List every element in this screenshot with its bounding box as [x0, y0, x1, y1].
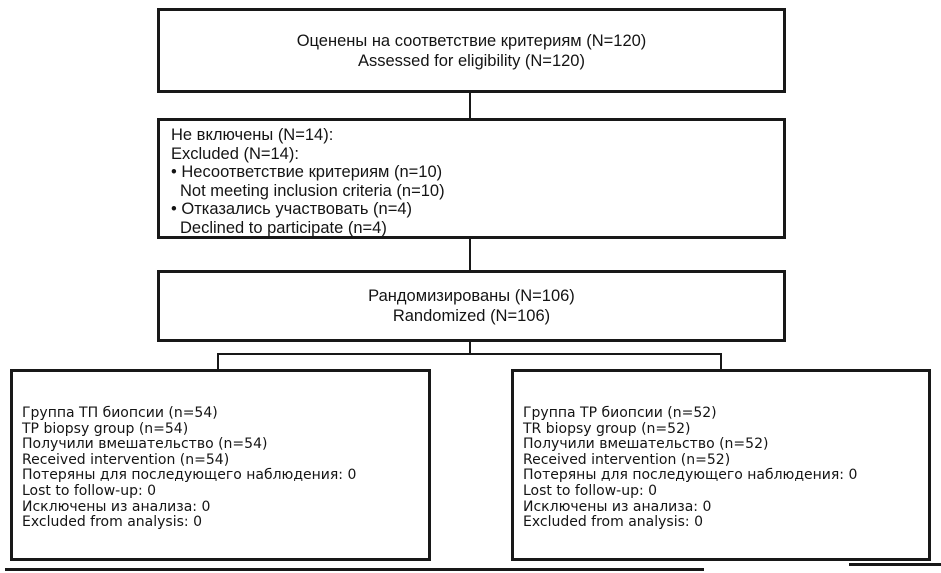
tr-group-en: TR biopsy group (n=52) — [523, 420, 691, 437]
tp-group-box — [10, 369, 431, 561]
randomized-box — [157, 270, 786, 342]
randomized-text-en: Randomized (N=106) — [392, 307, 551, 325]
tr-excluded-ru: Исключены из анализа: 0 — [523, 498, 712, 515]
tr-lost-ru: Потеряны для последующего наблюдения: 0 — [523, 467, 858, 484]
tp-group-ru: Группа ТП биопсии (n=54) — [22, 405, 218, 421]
tp-excluded-ru: Исключены из анализа: 0 — [22, 498, 211, 515]
tr-group-box — [511, 369, 931, 561]
cropped-bottom-line-right — [849, 563, 941, 566]
tr-lost-en: Lost to follow-up: 0 — [523, 482, 658, 499]
connector-branch-left-drop — [217, 353, 219, 370]
tr-group-ru: Группа ТР биопсии (n=52) — [523, 405, 717, 421]
excluded-reason2-en: Declined to participate (n=4) — [180, 218, 387, 237]
connector-excluded-to-randomized — [469, 238, 471, 271]
tr-excluded-en: Excluded from analysis: 0 — [523, 514, 703, 531]
excluded-reason1-ru: • Несоответствие критериям (n=10) — [171, 163, 443, 181]
connector-branch-bar — [217, 353, 722, 355]
tp-intervention-en: Received intervention (n=54) — [22, 451, 230, 468]
excluded-heading-en: Excluded (N=14): — [171, 144, 299, 163]
excluded-reason1-en: Not meeting inclusion criteria (n=10) — [180, 181, 445, 200]
tr-intervention-en: Received intervention (n=52) — [523, 451, 731, 468]
tp-intervention-ru: Получили вмешательство (n=54) — [22, 436, 268, 453]
eligibility-text-ru: Оценены на соответствие критериям (N=120) — [296, 31, 647, 50]
connector-eligibility-to-excluded — [469, 92, 471, 119]
tp-excluded-en: Excluded from analysis: 0 — [22, 514, 202, 531]
tp-lost-ru: Потеряны для последующего наблюдения: 0 — [22, 467, 357, 484]
tr-intervention-ru: Получили вмешательство (n=52) — [523, 436, 769, 453]
eligibility-box — [157, 8, 786, 93]
cropped-bottom-line-left — [5, 568, 704, 571]
excluded-box — [157, 118, 786, 239]
eligibility-text-en: Assessed for eligibility (N=120) — [358, 51, 585, 70]
excluded-heading-ru: Не включены (N=14): — [171, 126, 334, 144]
tp-group-en: TP biopsy group (n=54) — [22, 420, 189, 437]
tp-lost-en: Lost to follow-up: 0 — [22, 482, 157, 499]
excluded-reason2-ru: • Отказались участвовать (n=4) — [171, 200, 413, 218]
randomized-text-ru: Рандомизированы (N=106) — [368, 287, 575, 305]
connector-branch-right-drop — [720, 353, 722, 370]
